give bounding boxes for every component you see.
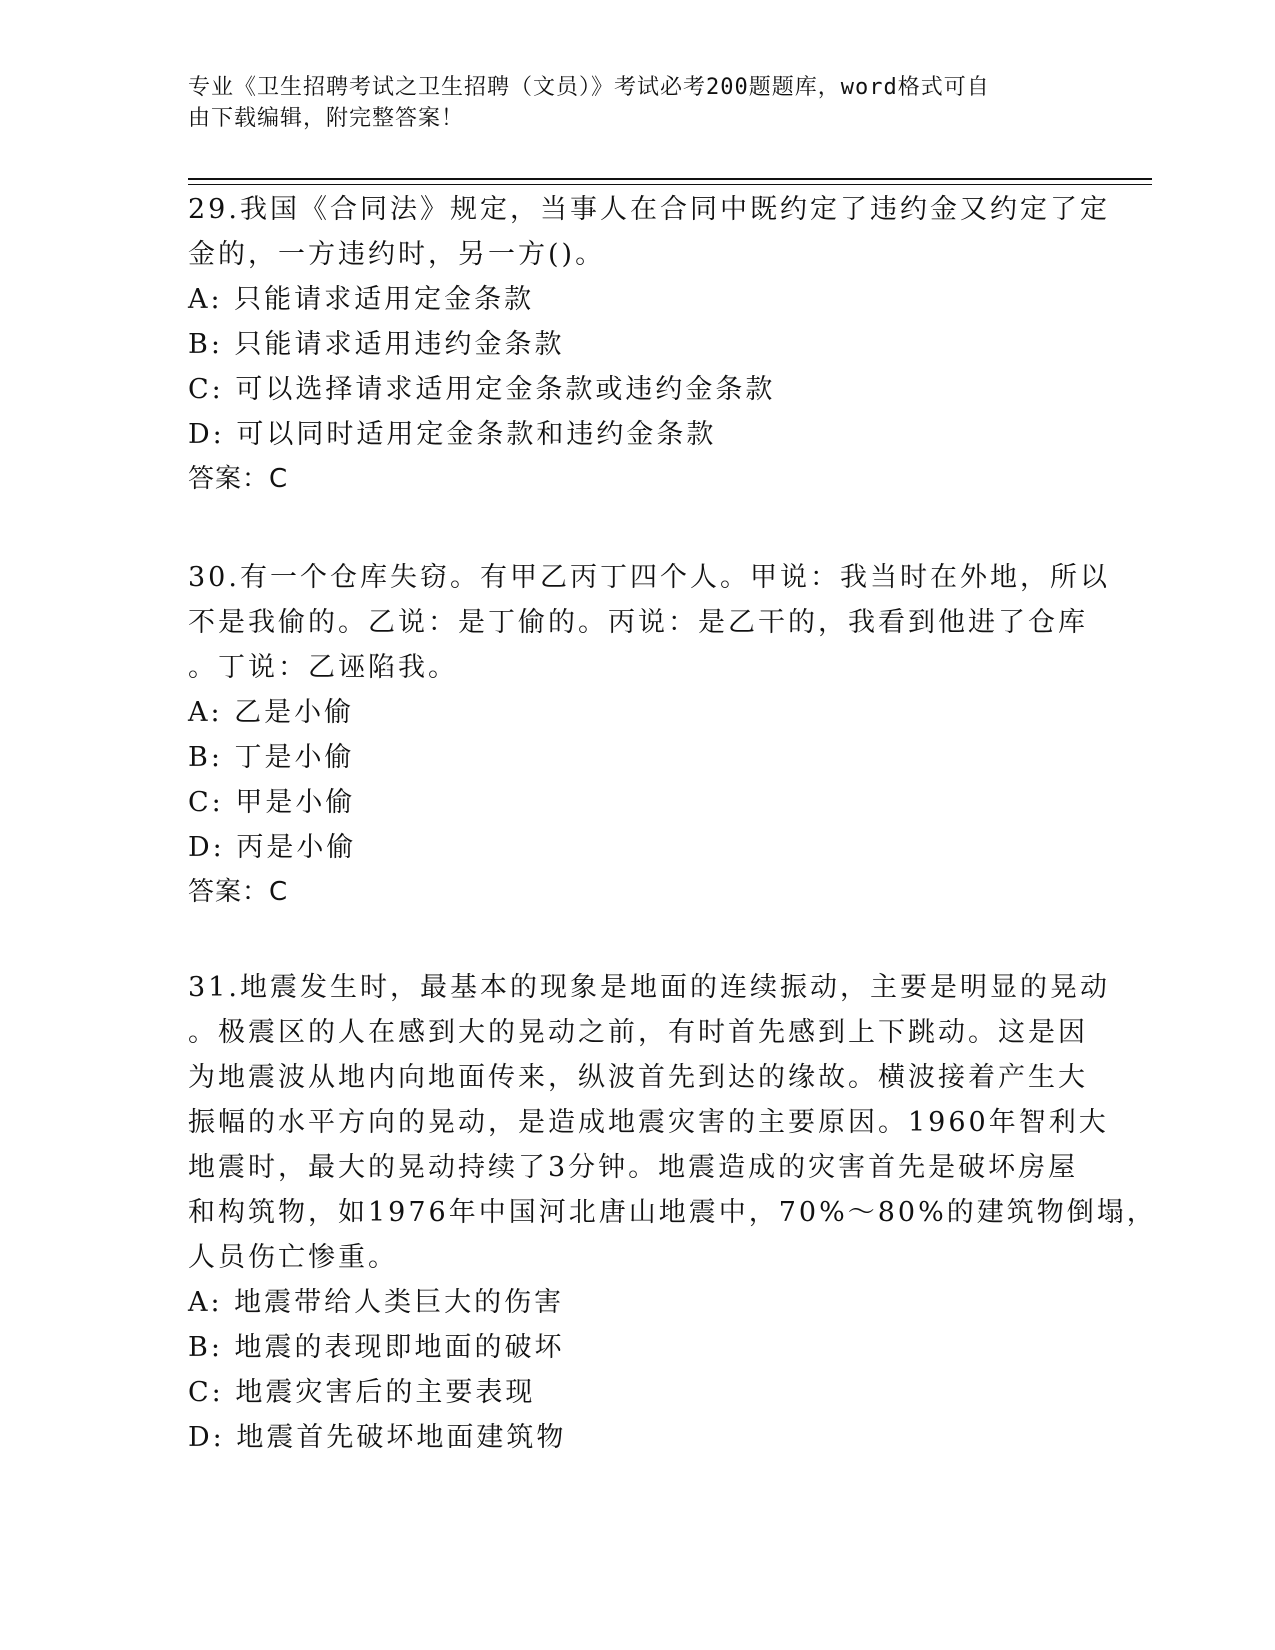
question-text: 地震时，最大的晃动持续了3分钟。地震造成的灾害首先是破坏房屋: [188, 1152, 1079, 1183]
option-a: A: 地震带给人类巨大的伤害: [188, 1287, 565, 1318]
document-header: [188, 72, 1068, 134]
option-c: C: 地震灾害后的主要表现: [188, 1377, 536, 1408]
question-text: 。极震区的人在感到大的晃动之前，有时首先感到上下跳动。这是因: [188, 1017, 1088, 1048]
question-text: 31.地震发生时，最基本的现象是地面的连续振动，主要是明显的晃动: [188, 972, 1110, 1003]
question-text: 和构筑物，如1976年中国河北唐山地震中，70%～80%的建筑物倒塌，: [188, 1197, 1157, 1228]
option-c: C: 可以选择请求适用定金条款或违约金条款: [188, 374, 776, 405]
option-a: A: 只能请求适用定金条款: [188, 284, 535, 315]
answer-text: 答案：C: [188, 464, 289, 494]
question-text: 30.有一个仓库失窃。有甲乙丙丁四个人。甲说：我当时在外地，所以: [188, 562, 1110, 593]
question-29: [188, 187, 1110, 502]
option-b: B: 只能请求适用违约金条款: [188, 329, 565, 360]
question-text: 。丁说：乙诬陷我。: [188, 652, 458, 683]
header-line: 专业《卫生招聘考试之卫生招聘（文员）》考试必考200题题库，word格式可自: [188, 75, 990, 100]
question-text: 振幅的水平方向的晃动，是造成地震灾害的主要原因。1960年智利大: [188, 1107, 1109, 1138]
question-text: 人员伤亡惨重。: [188, 1242, 398, 1273]
question-text: 29.我国《合同法》规定，当事人在合同中既约定了违约金又约定了定: [188, 194, 1110, 225]
header-divider-thick: [188, 178, 1152, 180]
answer-text: 答案：C: [188, 877, 289, 907]
question-text: 为地震波从地内向地面传来，纵波首先到达的缘故。横波接着产生大: [188, 1062, 1088, 1093]
option-d: D: 可以同时适用定金条款和违约金条款: [188, 419, 717, 450]
header-line: 由下载编辑，附完整答案！: [188, 106, 465, 131]
option-a: A: 乙是小偷: [188, 697, 355, 728]
option-c: C: 甲是小偷: [188, 787, 356, 818]
option-d: D: 丙是小偷: [188, 832, 357, 863]
question-31: [188, 965, 1157, 1460]
question-text: 金的，一方违约时，另一方()。: [188, 239, 606, 270]
question-text: 不是我偷的。乙说：是丁偷的。丙说：是乙干的，我看到他进了仓库: [188, 607, 1088, 638]
option-b: B: 丁是小偷: [188, 742, 355, 773]
header-divider-thin: [188, 184, 1152, 185]
question-30: [188, 555, 1110, 915]
option-d: D: 地震首先破坏地面建筑物: [188, 1422, 567, 1453]
option-b: B: 地震的表现即地面的破坏: [188, 1332, 565, 1363]
